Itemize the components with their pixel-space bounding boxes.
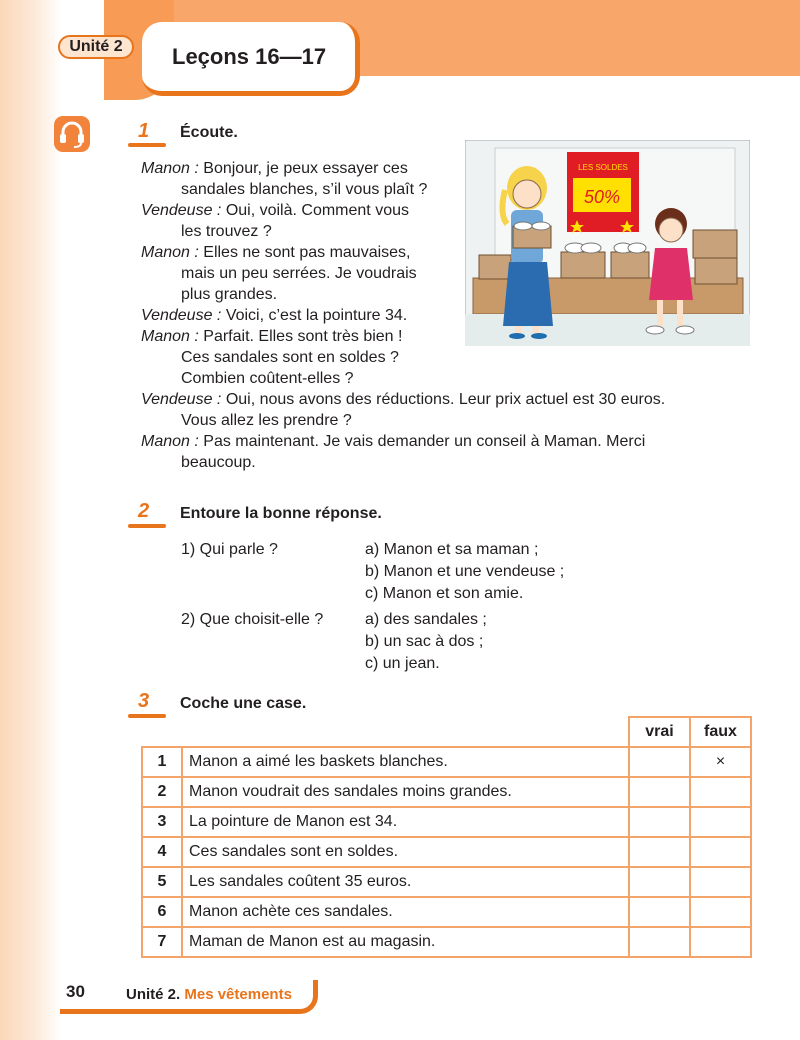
checkbox-faux[interactable] [690,777,751,807]
exercise-3-title: Coche une case. [180,695,307,712]
checkbox-vrai[interactable] [629,927,690,957]
question-1: 1) Qui parle ? [181,541,278,558]
table-row [142,837,751,867]
checkbox-faux[interactable] [690,927,751,957]
dialogue-line: Vendeuse : Oui, nous avons des réductions. Leur prix actuel est 30 euros. [141,391,666,408]
checkbox-vrai[interactable] [629,897,690,927]
dialogue-line: Vendeuse : Oui, voilà. Comment vous [141,202,409,219]
statement: Ces sandales sont en soldes. [182,837,629,867]
page-title: Leçons 16—17 [172,44,327,69]
table-row [142,747,751,777]
dialogue-line: Manon : Parfait. Elles sont très bien ! [141,328,403,345]
dialogue-line: Manon : Pas maintenant. Je vais demander un conseil à Maman. Merci [141,433,646,450]
table-header-row [142,717,751,747]
answer-option[interactable]: c) un jean. [365,655,440,672]
row-number: 7 [142,927,182,957]
table-row [142,927,751,957]
table-row [142,867,751,897]
checkbox-faux[interactable] [690,897,751,927]
row-number: 3 [142,807,182,837]
checkbox-faux[interactable] [690,837,751,867]
dialogue-line: Ces sandales sont en soldes ? [181,349,399,366]
statement: Manon achète ces sandales. [182,897,629,927]
true-false-table [141,716,752,958]
checkbox-faux[interactable]: × [690,747,751,777]
checkbox-vrai[interactable] [629,867,690,897]
unit-tab: Unité 2 [58,35,134,59]
dialogue-line: Manon : Elles ne sont pas mauvaises, [141,244,411,261]
dialogue-line: mais un peu serrées. Je voudrais [181,265,417,282]
page-number: 30 [66,982,85,1001]
exercise-1-underline [128,143,166,147]
answer-option[interactable]: b) un sac à dos ; [365,633,484,650]
answer-option[interactable]: a) des sandales ; [365,611,487,628]
headset-icon[interactable] [54,116,90,152]
checkbox-faux[interactable] [690,867,751,897]
exercise-2-title: Entoure la bonne réponse. [180,505,382,522]
dialogue-line: Combien coûtent-elles ? [181,370,354,387]
table-row [142,777,751,807]
column-header-vrai: vrai [629,717,690,747]
shoe-shop-illustration [465,140,750,346]
checkbox-vrai[interactable] [629,807,690,837]
poster-caption: LES SOLDES [578,163,628,172]
question-2: 2) Que choisit-elle ? [181,611,324,628]
statement: Manon voudrait des sandales moins grandes. [182,777,629,807]
statement: Maman de Manon est au magasin. [182,927,629,957]
row-number: 2 [142,777,182,807]
answer-option[interactable]: c) Manon et son amie. [365,585,524,602]
dialogue-line: Vendeuse : Voici, c’est la pointure 34. [141,307,408,324]
table-row [142,897,751,927]
row-number: 4 [142,837,182,867]
column-header-faux: faux [690,717,751,747]
answer-option[interactable]: b) Manon et une vendeuse ; [365,563,565,580]
dialogue-line: les trouvez ? [181,223,272,240]
dialogue-line: beaucoup. [181,454,256,471]
exercise-3-number: 3 [138,690,150,712]
dialogue-line: Manon : Bonjour, je peux essayer ces [141,160,408,177]
left-margin-band [0,0,62,1040]
exercise-1-title: Écoute. [180,124,238,141]
sale-poster [567,152,639,233]
exercise-1-number: 1 [138,120,150,142]
checkbox-vrai[interactable] [629,747,690,777]
answer-option[interactable]: a) Manon et sa maman ; [365,541,539,558]
statement: La pointure de Manon est 34. [182,807,629,837]
dialogue-line: sandales blanches, s’il vous plaît ? [181,181,428,198]
row-number: 5 [142,867,182,897]
row-number: 1 [142,747,182,777]
checkbox-faux[interactable] [690,807,751,837]
statement: Les sandales coûtent 35 euros. [182,867,629,897]
row-number: 6 [142,897,182,927]
poster-discount: 50% [583,187,621,207]
dialogue-line: Vous allez les prendre ? [181,412,352,429]
exercise-2-number: 2 [138,500,150,522]
table-row [142,807,751,837]
checkbox-vrai[interactable] [629,777,690,807]
dialogue-line: plus grandes. [181,286,278,303]
statement: Manon a aimé les baskets blanches. [182,747,629,777]
checkbox-vrai[interactable] [629,837,690,867]
footer-unit-label: Unité 2. Mes vêtements [126,986,292,1003]
exercise-2-underline [128,524,166,528]
